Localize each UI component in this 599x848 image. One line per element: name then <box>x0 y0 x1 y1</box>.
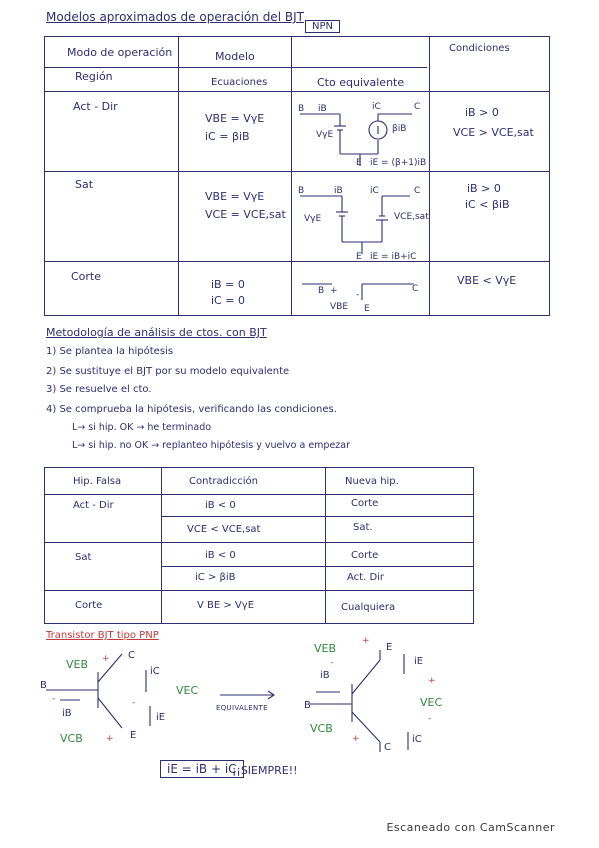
pnp-left-veb: VEB <box>66 658 89 671</box>
header-region: Región <box>75 70 113 83</box>
method-step-4: 4) Se comprueba la hipótesis, verificando las condiciones. <box>46 404 337 415</box>
t2-header-hip: Hip. Falsa <box>73 476 122 487</box>
table-divider <box>45 590 473 591</box>
row-sat-eq1: VBE = VγE <box>205 190 265 203</box>
table-divider <box>45 494 473 495</box>
pnp-left-ic: iC <box>150 666 160 677</box>
active-label-c: C <box>414 102 421 112</box>
table-divider <box>178 37 179 315</box>
corte-equivalent-circuit <box>292 272 428 312</box>
scanner-watermark: Escaneado con CamScanner <box>386 821 555 834</box>
current-formula-box: iE = iB + iC <box>160 760 244 778</box>
active-label-e: E <box>356 158 362 168</box>
table-divider <box>429 37 430 315</box>
row-corte-eq2: iC = 0 <box>211 294 245 307</box>
header-conditions: Condiciones <box>449 43 510 54</box>
row-corte-cond1: VBE < VγE <box>457 274 517 287</box>
sat-label-ic: iC <box>370 186 379 196</box>
siempre-note: ¡¡SIEMPRE!! <box>232 764 298 777</box>
pnp-left-ie: iE <box>156 712 166 723</box>
t2-row1-c2: VCE < VCE,sat <box>187 524 261 535</box>
row-act-dir-eq2: iC = βiB <box>205 130 250 143</box>
method-step-3: 3) Se resuelve el cto. <box>46 384 152 395</box>
row-act-dir-cond2: VCE > VCE,sat <box>453 126 534 139</box>
row-sat-eq2: VCE = VCE,sat <box>205 208 286 221</box>
pnp-left-minus-left: - <box>52 694 56 704</box>
pnp-left-ib: iB <box>62 708 72 719</box>
pnp-right-plus: + <box>362 636 370 646</box>
row-act-dir-eq1: VBE = VγE <box>205 112 265 125</box>
page-title: Modelos aproximados de operación del BJT <box>46 10 304 24</box>
corte-label-b: B <box>318 286 325 296</box>
row-sat-cond1: iB > 0 <box>467 182 501 195</box>
pnp-right-minus: - <box>330 658 334 668</box>
pnp-right-vcb: VCB <box>310 722 333 735</box>
t2-header-contra: Contradicción <box>189 476 258 487</box>
row-act-dir-cond1: iB > 0 <box>465 106 499 119</box>
pnp-left-e: E <box>130 730 137 741</box>
pnp-right-b: B <box>304 700 311 711</box>
method-title: Metodología de análisis de ctos. con BJT <box>46 326 267 339</box>
t2-row1-n1: Corte <box>351 498 379 509</box>
corte-label-vbe: VBE <box>330 302 349 312</box>
table-divider <box>161 516 473 517</box>
pnp-left-b: B <box>40 680 47 691</box>
pnp-left-c: C <box>128 650 135 661</box>
table-divider <box>45 542 473 543</box>
active-label-ib: iB <box>318 104 327 114</box>
t2-row3-hip: Corte <box>75 600 103 611</box>
table-divider <box>325 468 326 623</box>
active-label-src: βiB <box>392 124 407 134</box>
table-divider <box>45 91 549 92</box>
sat-label-ib: iB <box>334 186 343 196</box>
table-divider <box>45 261 549 262</box>
table-divider <box>161 566 473 567</box>
pnp-right-e: E <box>386 642 393 653</box>
npn-type-box: NPN <box>305 20 340 33</box>
t2-row3-c1: V BE > VγE <box>197 600 255 611</box>
pnp-left-vcb: VCB <box>60 732 83 745</box>
pnp-right-vec: VEC <box>420 696 443 709</box>
sat-label-ie: iE = iB+iC <box>370 252 417 262</box>
sat-label-b: B <box>298 186 305 196</box>
t2-row2-c2: iC > βiB <box>195 572 236 583</box>
table-divider <box>161 468 162 623</box>
t2-row1-c1: iB < 0 <box>205 500 236 511</box>
pnp-left-plus-top: + <box>102 654 110 664</box>
pnp-right-ie: iE <box>414 656 424 667</box>
t2-row2-hip: Sat <box>75 552 92 563</box>
corte-label-plus: + <box>330 286 338 296</box>
t2-row3-n1: Cualquiera <box>341 602 396 613</box>
active-label-vbe: VγE <box>316 130 334 140</box>
pnp-right-plus2: + <box>428 676 436 686</box>
method-sub-notok: L→ si hip. no OK → replanteo hipótesis y vuelvo a empezar <box>72 440 351 451</box>
sat-label-c: C <box>414 186 421 196</box>
pnp-right-minus2: - <box>428 714 432 724</box>
pnp-left-plus-bottom: + <box>106 734 114 744</box>
corte-label-minus: - <box>356 290 360 300</box>
method-step-1: 1) Se plantea la hipótesis <box>46 346 174 357</box>
sat-label-e: E <box>356 252 362 262</box>
corte-label-c: C <box>412 284 419 294</box>
row-corte-eq1: iB = 0 <box>211 278 245 291</box>
t2-row2-n1: Corte <box>351 550 379 561</box>
pnp-right-ic: iC <box>412 734 422 745</box>
t2-row2-c1: iB < 0 <box>205 550 236 561</box>
row-sat-region: Sat <box>75 178 94 191</box>
method-step-2: 2) Se sustituye el BJT por su modelo equivalente <box>46 366 290 377</box>
header-model: Modelo <box>215 50 255 63</box>
table-divider <box>45 67 427 68</box>
sat-label-vce: VCE,sat <box>394 212 429 222</box>
pnp-left-vec: VEC <box>176 684 199 697</box>
pnp-right-ib: iB <box>320 670 330 681</box>
t2-row1-hip: Act - Dir <box>73 500 114 511</box>
equivalent-arrow <box>218 690 278 700</box>
pnp-right-plus3: + <box>352 734 360 744</box>
pnp-transistor-right <box>300 646 420 756</box>
sat-label-vbe: VγE <box>304 214 322 224</box>
active-label-ie: iE = (β+1)iB <box>370 158 427 168</box>
pnp-right-c: C <box>384 742 391 753</box>
active-label-ic: iC <box>372 102 381 112</box>
header-circuit: Cto equivalente <box>317 76 405 89</box>
method-sub-ok: L→ si hip. OK → he terminado <box>72 422 212 433</box>
active-label-b: B <box>298 104 305 114</box>
pnp-left-minus-top: - <box>132 698 136 708</box>
equivalent-label: EQUIVALENTE <box>216 704 268 712</box>
pnp-title: Transistor BJT tipo PNP <box>46 630 159 641</box>
pnp-right-veb: VEB <box>314 642 337 655</box>
row-act-dir-region: Act - Dir <box>73 100 118 113</box>
contradictions-table <box>44 467 474 624</box>
corte-label-e: E <box>364 304 370 314</box>
row-sat-cond2: iC < βiB <box>465 198 510 211</box>
t2-row1-n2: Sat. <box>353 522 373 533</box>
t2-row2-n2: Act. Dir <box>347 572 385 583</box>
row-corte-region: Corte <box>71 270 102 283</box>
t2-header-nueva: Nueva hip. <box>345 476 399 487</box>
header-equations: Ecuaciones <box>211 77 268 88</box>
header-mode: Modo de operación <box>67 46 173 59</box>
